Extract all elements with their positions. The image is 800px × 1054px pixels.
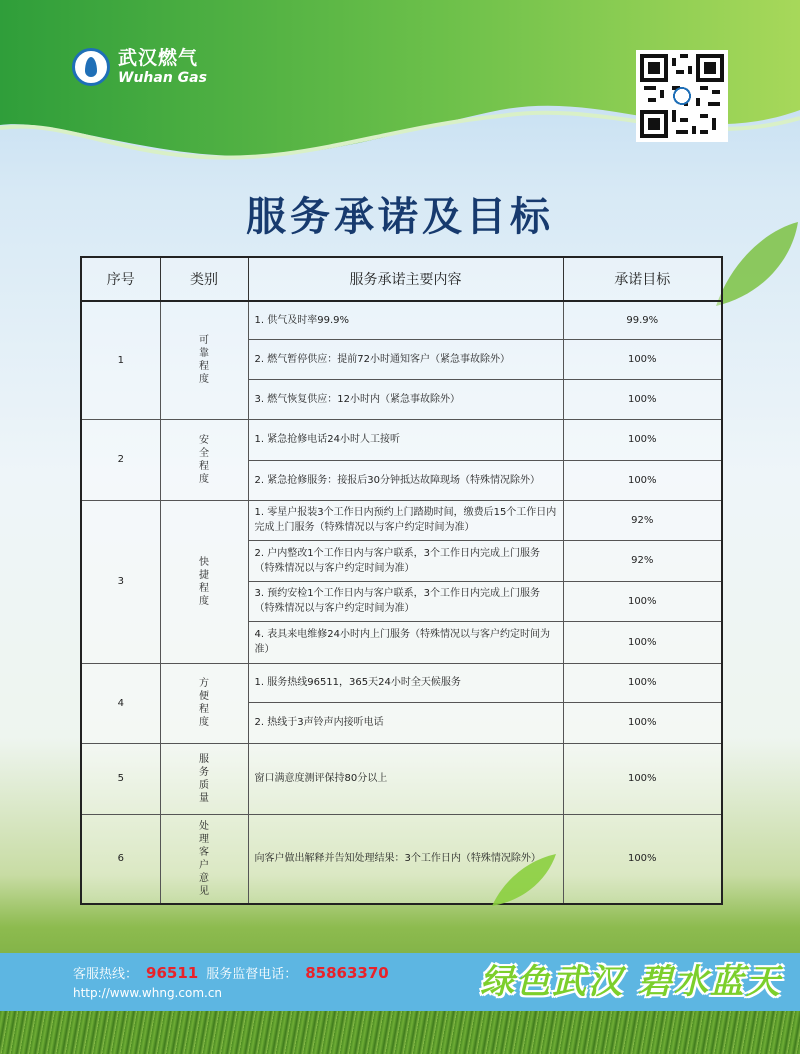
grass-strip: [0, 1011, 800, 1054]
promise-content: 2. 燃气暂停供应：提前72小时通知客户（紧急事故除外）: [248, 339, 563, 379]
hotline-number: 96511: [146, 964, 199, 982]
group-no: 1: [81, 301, 160, 419]
promise-target: 100%: [563, 581, 722, 621]
promise-content: 2. 紧急抢修服务：接报后30分钟抵达故障现场（特殊情况除外）: [248, 460, 563, 500]
group-no: 5: [81, 743, 160, 814]
promise-content: 2. 热线于3声铃声内接听电话: [248, 702, 563, 743]
group-no: 3: [81, 500, 160, 663]
leaf-decoration: [488, 850, 558, 910]
footer-contact-band: [0, 953, 800, 1011]
group-no: 4: [81, 663, 160, 743]
logo-name-en: Wuhan Gas: [118, 70, 207, 86]
promise-content: 3. 燃气恢复供应：12小时内（紧急事故除外）: [248, 379, 563, 419]
header-no: 序号: [81, 257, 160, 301]
promise-content: 向客户做出解释并告知处理结果：3个工作日内（特殊情况除外）: [248, 814, 563, 904]
promise-target: 92%: [563, 500, 722, 540]
service-promise-table: [80, 256, 723, 905]
supervision-label: 服务监督电话：: [206, 967, 298, 982]
group-category: 服务质量: [160, 743, 248, 814]
flame-logo-icon: [72, 48, 110, 86]
promise-target: 99.9%: [563, 301, 722, 339]
header-content: 服务承诺主要内容: [248, 257, 563, 301]
logo-name-cn: 武汉燃气: [118, 47, 199, 69]
promise-content: 1. 零星户报装3个工作日内预约上门踏勘时间，缴费后15个工作日内完成上门服务（特殊情况以与客户约定时间为准）: [248, 500, 563, 540]
table-row: [81, 500, 722, 540]
group-category: 可靠程度: [160, 301, 248, 419]
table-header-row: [81, 257, 722, 301]
slogan: 绿色武汉 碧水蓝天: [480, 962, 782, 1002]
table-row: [81, 663, 722, 702]
supervision-number: 85863370: [305, 964, 389, 982]
promise-content: 1. 服务热线96511，365天24小时全天候服务: [248, 663, 563, 702]
table-row: [81, 301, 722, 339]
hotline-line: [73, 963, 397, 982]
website-link[interactable]: http://www.whng.com.cn: [73, 986, 223, 1000]
promise-target: 100%: [563, 663, 722, 702]
promise-target: 100%: [563, 743, 722, 814]
promise-target: 100%: [563, 621, 722, 663]
promise-target: 100%: [563, 814, 722, 904]
promise-content: 窗口满意度测评保持80分以上: [248, 743, 563, 814]
promise-content: 4. 表具来电维修24小时内上门服务（特殊情况以与客户约定时间为准）: [248, 621, 563, 663]
promise-target: 100%: [563, 460, 722, 500]
qr-code-icon: [636, 50, 728, 142]
promise-content: 1. 紧急抢修电话24小时人工接听: [248, 419, 563, 460]
table-row: [81, 743, 722, 814]
group-category: 快捷程度: [160, 500, 248, 663]
group-category: 处理客户意见: [160, 814, 248, 904]
group-category: 安全程度: [160, 419, 248, 500]
table-row: [81, 814, 722, 904]
promise-target: 100%: [563, 702, 722, 743]
hotline-label: 客服热线：: [73, 967, 139, 982]
promise-target: 100%: [563, 379, 722, 419]
promise-content: 2. 户内整改1个工作日内与客户联系，3个工作日内完成上门服务（特殊情况以与客户约定时间为准）: [248, 540, 563, 581]
wuhan-gas-logo: [72, 48, 207, 86]
promise-target: 100%: [563, 339, 722, 379]
group-no: 6: [81, 814, 160, 904]
group-category: 方便程度: [160, 663, 248, 743]
promise-content: 3. 预约安检1个工作日内与客户联系，3个工作日内完成上门服务（特殊情况以与客户约定时间为准）: [248, 581, 563, 621]
page-title: 服务承诺及目标: [246, 194, 554, 240]
header-target: 承诺目标: [563, 257, 722, 301]
group-no: 2: [81, 419, 160, 500]
promise-target: 92%: [563, 540, 722, 581]
table-row: [81, 419, 722, 460]
header-category: 类别: [160, 257, 248, 301]
promise-target: 100%: [563, 419, 722, 460]
promise-content: 1. 供气及时率99.9%: [248, 301, 563, 339]
